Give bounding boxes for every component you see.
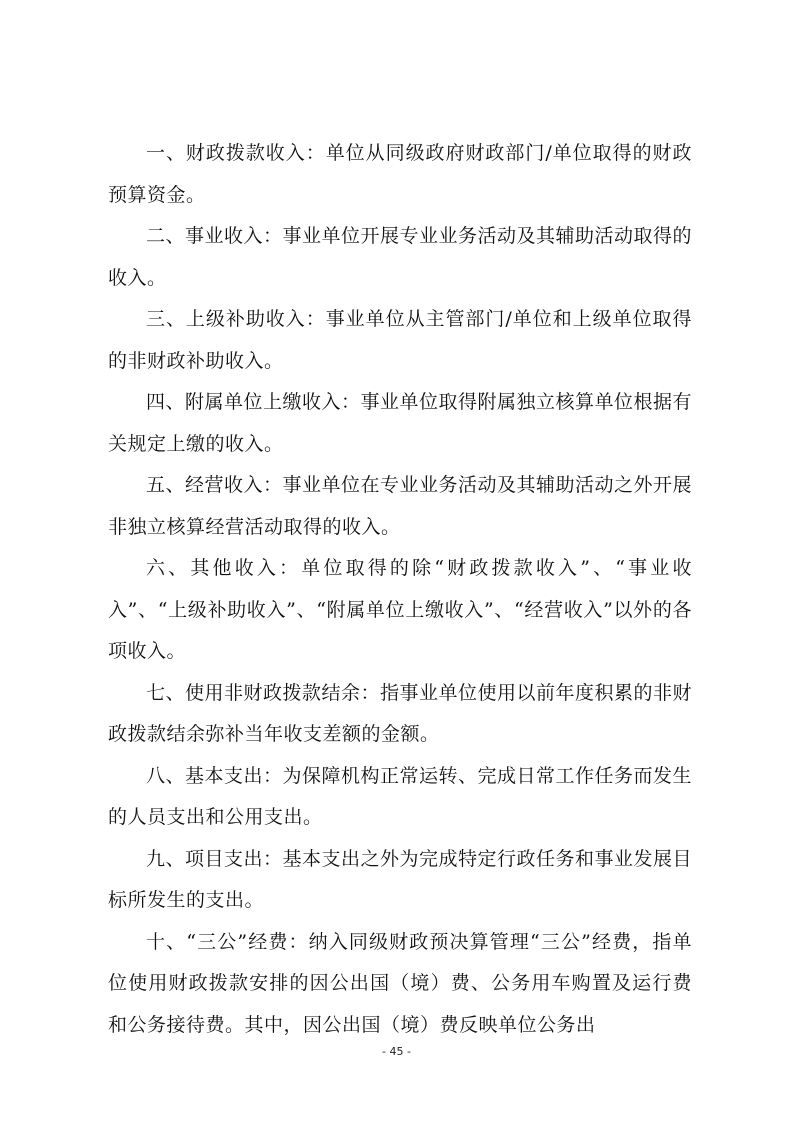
paragraph-business-income: 二、事业收入：事业单位开展专业业务活动及其辅助活动取得的收入。 — [108, 225, 693, 289]
paragraph-project-expenditure: 九、项目支出：基本支出之外为完成特定行政任务和事业发展目标所发生的支出。 — [108, 847, 693, 911]
paragraph-three-public-expenses: 十、“三公”经费：纳入同级财政预决算管理“三公”经费，指单位使用财政拨款安排的因公出国（境）费、公务用车购置及运行费和公务接待费。其中，因公出国（境）费反映单位公务出 — [108, 930, 692, 1036]
paragraph-non-appropriation-surplus: 七、使用非财政拨款结余：指事业单位使用以前年度积累的非财政拨款结余弥补当年收支差额的金额。 — [108, 681, 693, 745]
paragraph-superior-subsidy-income: 三、上级补助收入：事业单位从主管部门/单位和上级单位取得的非财政补助收入。 — [108, 308, 692, 372]
paragraph-other-income: 六、其他收入：单位取得的除“财政拨款收入”、“事业收入”、“上级补助收入”、“附属单位上缴收入”、“经营收入”以外的各项收入。 — [108, 557, 692, 662]
paragraph-financial-appropriation-income: 一、财政拨款收入：单位从同级政府财政部门/单位取得的财政预算资金。 — [108, 142, 692, 206]
paragraph-operating-income: 五、经营收入：事业单位在专业业务活动及其辅助活动之外开展非独立核算经营活动取得的收入。 — [108, 474, 693, 538]
paragraph-affiliated-unit-remittance: 四、附属单位上缴收入：事业单位取得附属独立核算单位根据有关规定上缴的收入。 — [108, 391, 693, 455]
body-text — [108, 133, 692, 1046]
paragraph-basic-expenditure: 八、基本支出：为保障机构正常运转、完成日常工作任务而发生的人员支出和公用支出。 — [108, 764, 693, 828]
page-number: - 45 - — [382, 1045, 411, 1058]
